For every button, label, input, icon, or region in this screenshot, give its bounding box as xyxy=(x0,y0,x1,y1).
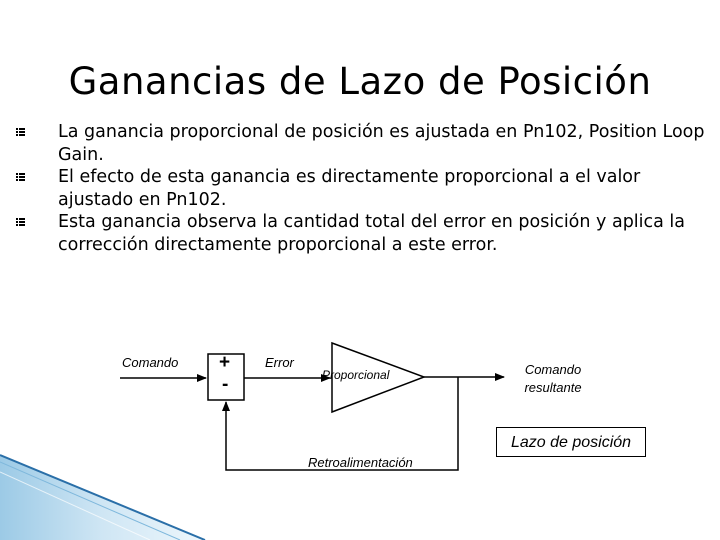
bullet-text: Esta ganancia observa la cantidad total del error en posición y aplica la corrección directamente proporcional a este error. xyxy=(58,212,686,255)
plus-sign: + xyxy=(219,352,231,373)
output-label: Comando resultante xyxy=(524,362,582,395)
bullet-text: La ganancia proporcional de posición es ajustada en Pn102, Position Loop Gain. xyxy=(58,122,705,165)
block-label: Proporcional xyxy=(322,368,390,382)
feedback-label: Retroalimentación xyxy=(308,455,413,470)
minus-sign: - xyxy=(222,374,229,395)
slide-title: Ganancias de Lazo de Posición xyxy=(68,60,652,103)
loop-caption-box: Lazo de posición xyxy=(496,427,646,457)
input-label: Comando xyxy=(122,355,179,370)
error-label: Error xyxy=(265,355,294,370)
bullet-text: El efecto de esta ganancia es directamente proporcional a el valor ajustado en Pn102. xyxy=(58,167,641,210)
